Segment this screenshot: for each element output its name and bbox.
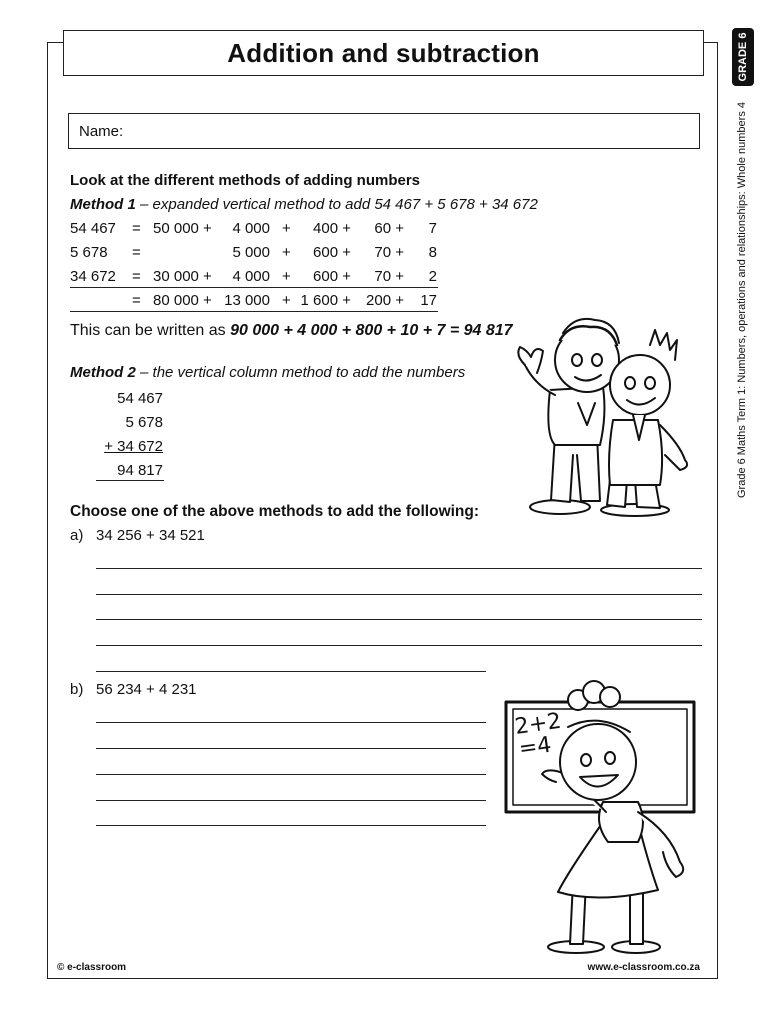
section-heading: Look at the different methods of adding numbers — [70, 172, 421, 189]
expanded-number: 34 672 — [70, 268, 116, 285]
answer-line[interactable] — [96, 748, 486, 749]
expanded-term: 200 + — [366, 292, 404, 309]
expanded-term: 30 000 + — [153, 268, 212, 285]
expanded-term: 70 + — [374, 268, 404, 285]
expanded-term: 2 — [428, 268, 437, 285]
expanded-equals: = — [132, 244, 141, 261]
method2-description: – the vertical column method to add the numbers — [135, 364, 466, 381]
title-box — [63, 30, 704, 76]
expanded-plus: + — [282, 292, 291, 309]
method1-description: – expanded vertical method to add 54 467 + 5 678 + 34 672 — [135, 196, 538, 213]
expanded-term: 1 600 + — [300, 292, 351, 309]
page-title: Addition and subtraction — [227, 37, 540, 68]
sum-underline — [70, 287, 438, 288]
teacher-illustration — [498, 672, 703, 957]
expanded-plus: + — [282, 244, 291, 261]
expanded-term: 60 + — [374, 220, 404, 237]
name-field[interactable] — [68, 113, 700, 149]
answer-line[interactable] — [96, 800, 486, 801]
method2-label: Method 2 — [70, 364, 136, 381]
answer-line[interactable] — [96, 671, 486, 672]
column-row: + 34 672 — [104, 438, 163, 455]
question-b-label: b) — [70, 681, 84, 698]
answer-line[interactable] — [96, 619, 702, 620]
expanded-term: 17 — [420, 292, 437, 309]
expanded-term: 70 + — [374, 244, 404, 261]
written-as-line — [70, 322, 513, 340]
expanded-equals: = — [132, 292, 141, 309]
side-caption: Grade 6 Maths Term 1: Numbers, operations and relationships: Whole numbers 4 — [736, 102, 748, 498]
expanded-term: 5 000 — [232, 244, 270, 261]
answer-line[interactable] — [96, 774, 486, 775]
footer-copyright: © e-classroom — [57, 962, 127, 973]
column-total: 94 817 — [117, 462, 163, 479]
written-as-prefix: This can be written as — [70, 322, 231, 339]
two-boys-illustration — [515, 315, 715, 520]
answer-line[interactable] — [96, 825, 486, 826]
expanded-term: 4 000 — [232, 268, 270, 285]
expanded-term: 50 000 + — [153, 220, 212, 237]
answer-line[interactable] — [96, 645, 702, 646]
method1-line — [70, 196, 538, 213]
expanded-equals: = — [132, 220, 141, 237]
expanded-plus: + — [282, 268, 291, 285]
answer-line[interactable] — [96, 594, 702, 595]
grade-tab — [732, 28, 754, 86]
board-text-line1: 2+2 — [513, 708, 563, 740]
expanded-number: 5 678 — [70, 244, 108, 261]
expanded-term: 80 000 + — [153, 292, 212, 309]
method1-label: Method 1 — [70, 196, 136, 213]
answer-line[interactable] — [96, 568, 702, 569]
expanded-equals: = — [132, 268, 141, 285]
expanded-term: 13 000 — [224, 292, 270, 309]
method2-line — [70, 364, 465, 381]
expanded-term: 400 + — [313, 220, 351, 237]
column-row: 5 678 — [125, 414, 163, 431]
written-as-expression: 90 000 + 4 000 + 800 + 10 + 7 = 94 817 — [230, 322, 513, 339]
expanded-number: 54 467 — [70, 220, 116, 237]
footer-url[interactable]: www.e-classroom.co.za — [587, 962, 700, 973]
expanded-plus: + — [282, 220, 291, 237]
answer-line[interactable] — [96, 722, 486, 723]
question-a-expression: 34 256 + 34 521 — [96, 527, 205, 544]
name-label: Name: — [79, 123, 124, 140]
expanded-term: 600 + — [313, 268, 351, 285]
grade-tab-label: GRADE 6 — [737, 32, 749, 82]
column-row: 54 467 — [117, 390, 163, 407]
expanded-term: 8 — [428, 244, 437, 261]
total-underline — [70, 311, 438, 312]
expanded-term: 7 — [428, 220, 437, 237]
choose-heading: Choose one of the above methods to add the following: — [70, 503, 480, 520]
column-total-underline — [96, 480, 164, 481]
question-b-expression: 56 234 + 4 231 — [96, 681, 197, 698]
board-text-line2: =4 — [517, 732, 553, 762]
question-a-label: a) — [70, 527, 84, 544]
expanded-term: 600 + — [313, 244, 351, 261]
expanded-term: 4 000 — [232, 220, 270, 237]
